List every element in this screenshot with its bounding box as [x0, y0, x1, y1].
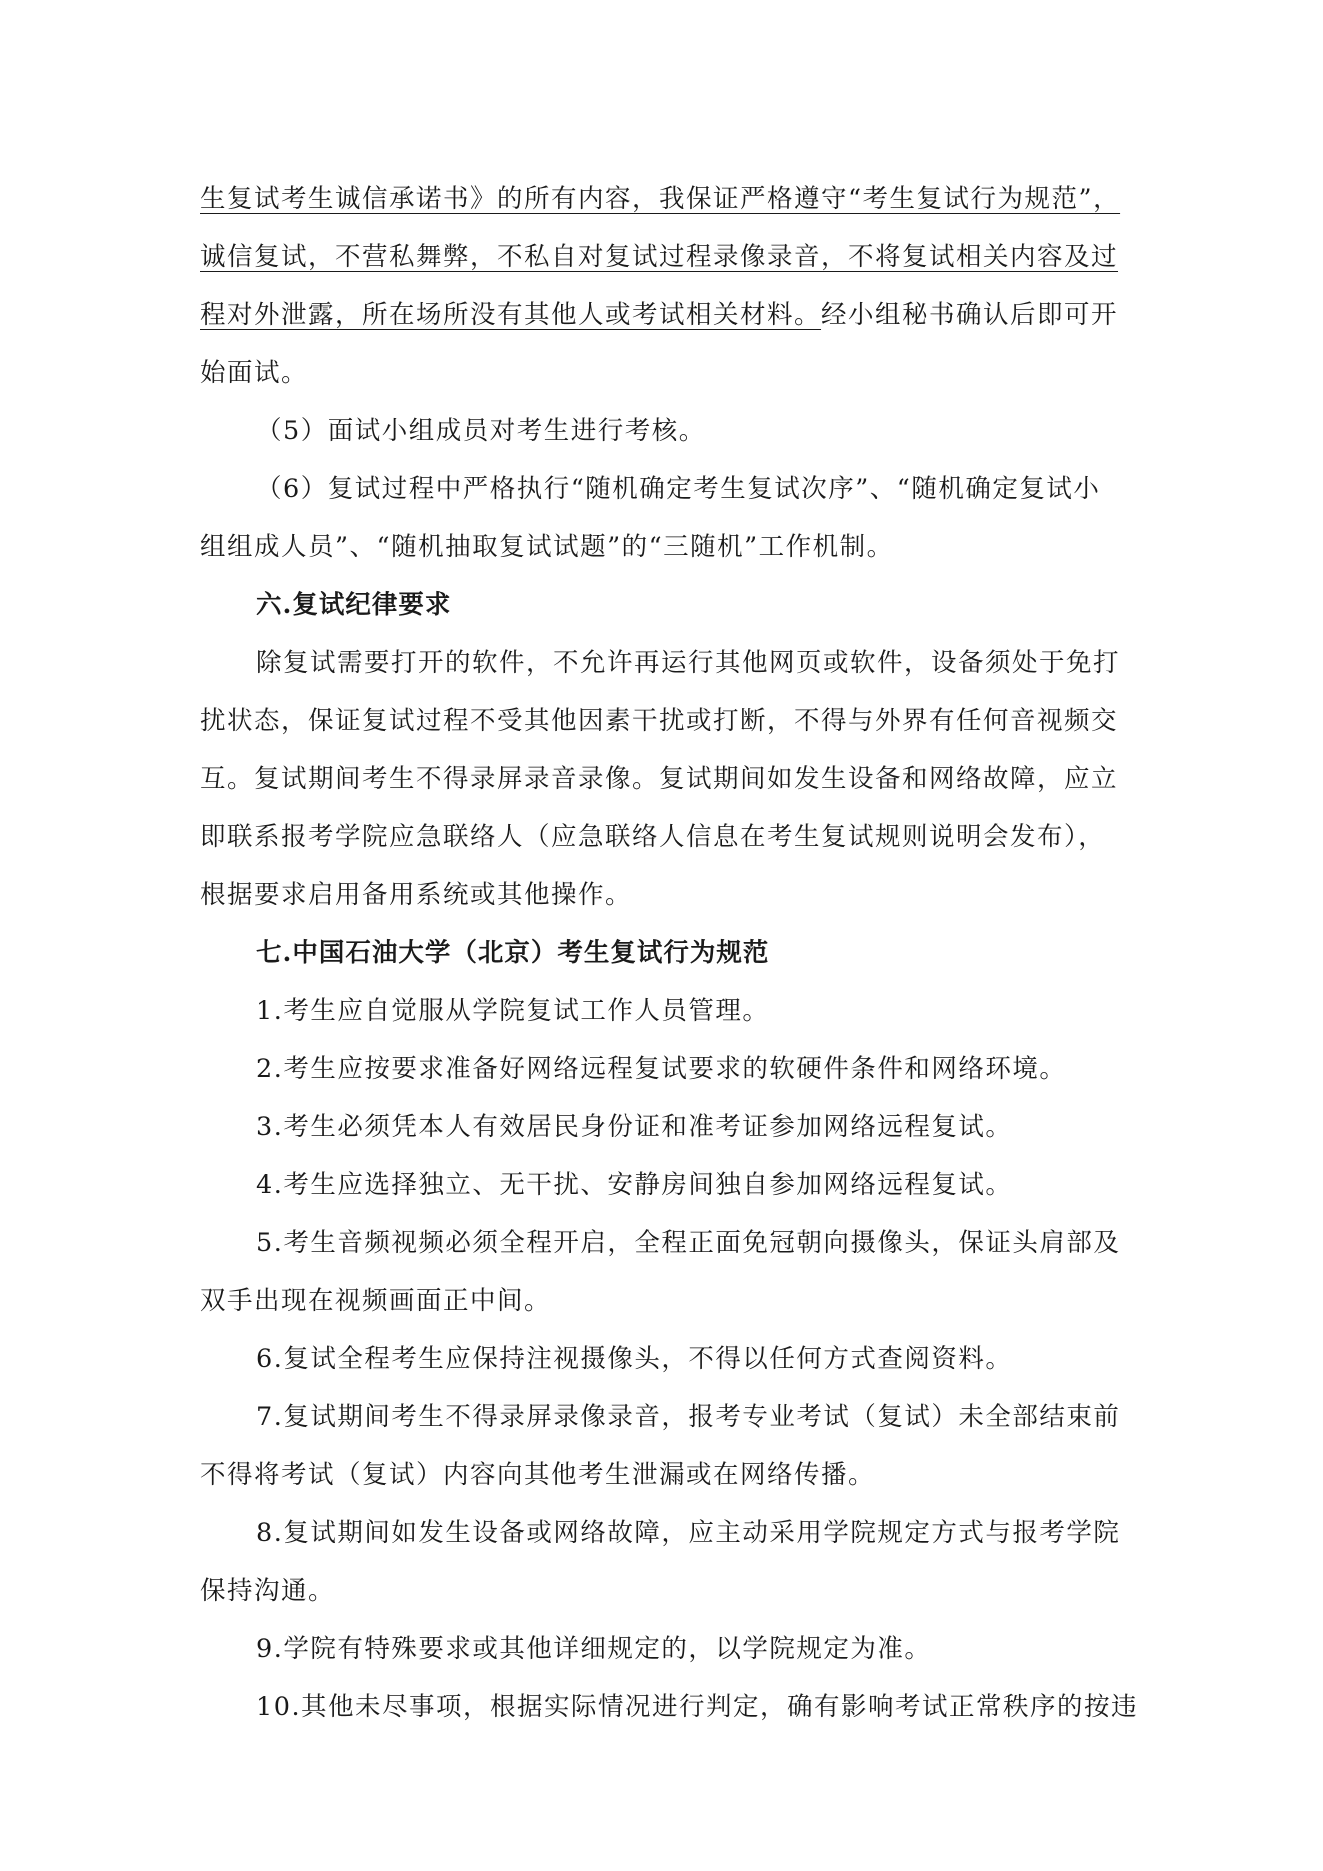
list-item: 9.学院有特殊要求或其他详细规定的，以学院规定为准。 — [256, 1634, 932, 1664]
list-item: 10.其他未尽事项，根据实际情况进行判定，确有影响考试正常秩序的按违 — [256, 1692, 1139, 1722]
plain-text: 经小组秘书确认后即可开 — [821, 300, 1119, 330]
paragraph-line: 互。复试期间考生不得录屏录音录像。复试期间如发生设备和网络故障，应立 — [200, 764, 1119, 794]
text-line: 保持沟通。 — [200, 1576, 336, 1606]
paragraph-line: 除复试需要打开的软件，不允许再运行其他网页或软件，设备须处于免打 — [256, 648, 1121, 678]
text-line — [200, 286, 1125, 344]
paragraph-line: 扰状态，保证复试过程不受其他因素干扰或打断，不得与外界有任何音视频交 — [200, 706, 1119, 736]
text-line: 始面试。 — [200, 358, 309, 388]
list-item: 3.考生必须凭本人有效居民身份证和准考证参加网络远程复试。 — [256, 1112, 1013, 1142]
text-line: 诚信复试，不营私舞弊，不私自对复试过程录像录音，不将复试相关内容及过 — [200, 242, 1119, 272]
underlined-text: 程对外泄露，所在场所没有其他人或考试相关材料。 — [200, 300, 822, 330]
list-item: 6.复试全程考生应保持注视摄像头，不得以任何方式查阅资料。 — [256, 1344, 1013, 1374]
list-item: （6）复试过程中严格执行“随机确定考生复试次序”、“随机确定复试小 — [256, 474, 1101, 504]
document-body — [200, 170, 1139, 1736]
list-item: 7.复试期间考生不得录屏录像录音，报考专业考试（复试）未全部结束前 — [256, 1402, 1121, 1432]
list-item: 4.考生应选择独立、无干扰、安静房间独自参加网络远程复试。 — [256, 1170, 1013, 1200]
text-line: 组组成人员”、“随机抽取复试试题”的“三随机”工作机制。 — [200, 532, 894, 562]
text-line: 双手出现在视频画面正中间。 — [200, 1286, 552, 1316]
paragraph-line: 根据要求启用备用系统或其他操作。 — [200, 880, 633, 910]
list-item: （5）面试小组成员对考生进行考核。 — [256, 416, 706, 446]
list-item: 1.考生应自觉服从学院复试工作人员管理。 — [256, 996, 770, 1026]
list-item: 8.复试期间如发生设备或网络故障，应主动采用学院规定方式与报考学院 — [256, 1518, 1121, 1548]
list-item: 5.考生音频视频必须全程开启，全程正面免冠朝向摄像头，保证头肩部及 — [256, 1228, 1121, 1258]
section-heading: 七.中国石油大学（北京）考生复试行为规范 — [256, 938, 770, 968]
text-line: 生复试考生诚信承诺书》的所有内容，我保证严格遵守“考生复试行为规范”， — [200, 184, 1121, 214]
section-heading: 六.复试纪律要求 — [256, 590, 452, 620]
paragraph-line: 即联系报考学院应急联络人（应急联络人信息在考生复试规则说明会发布）， — [200, 822, 1106, 852]
list-item: 2.考生应按要求准备好网络远程复试要求的软硬件条件和网络环境。 — [256, 1054, 1067, 1084]
text-line: 不得将考试（复试）内容向其他考生泄漏或在网络传播。 — [200, 1460, 876, 1490]
